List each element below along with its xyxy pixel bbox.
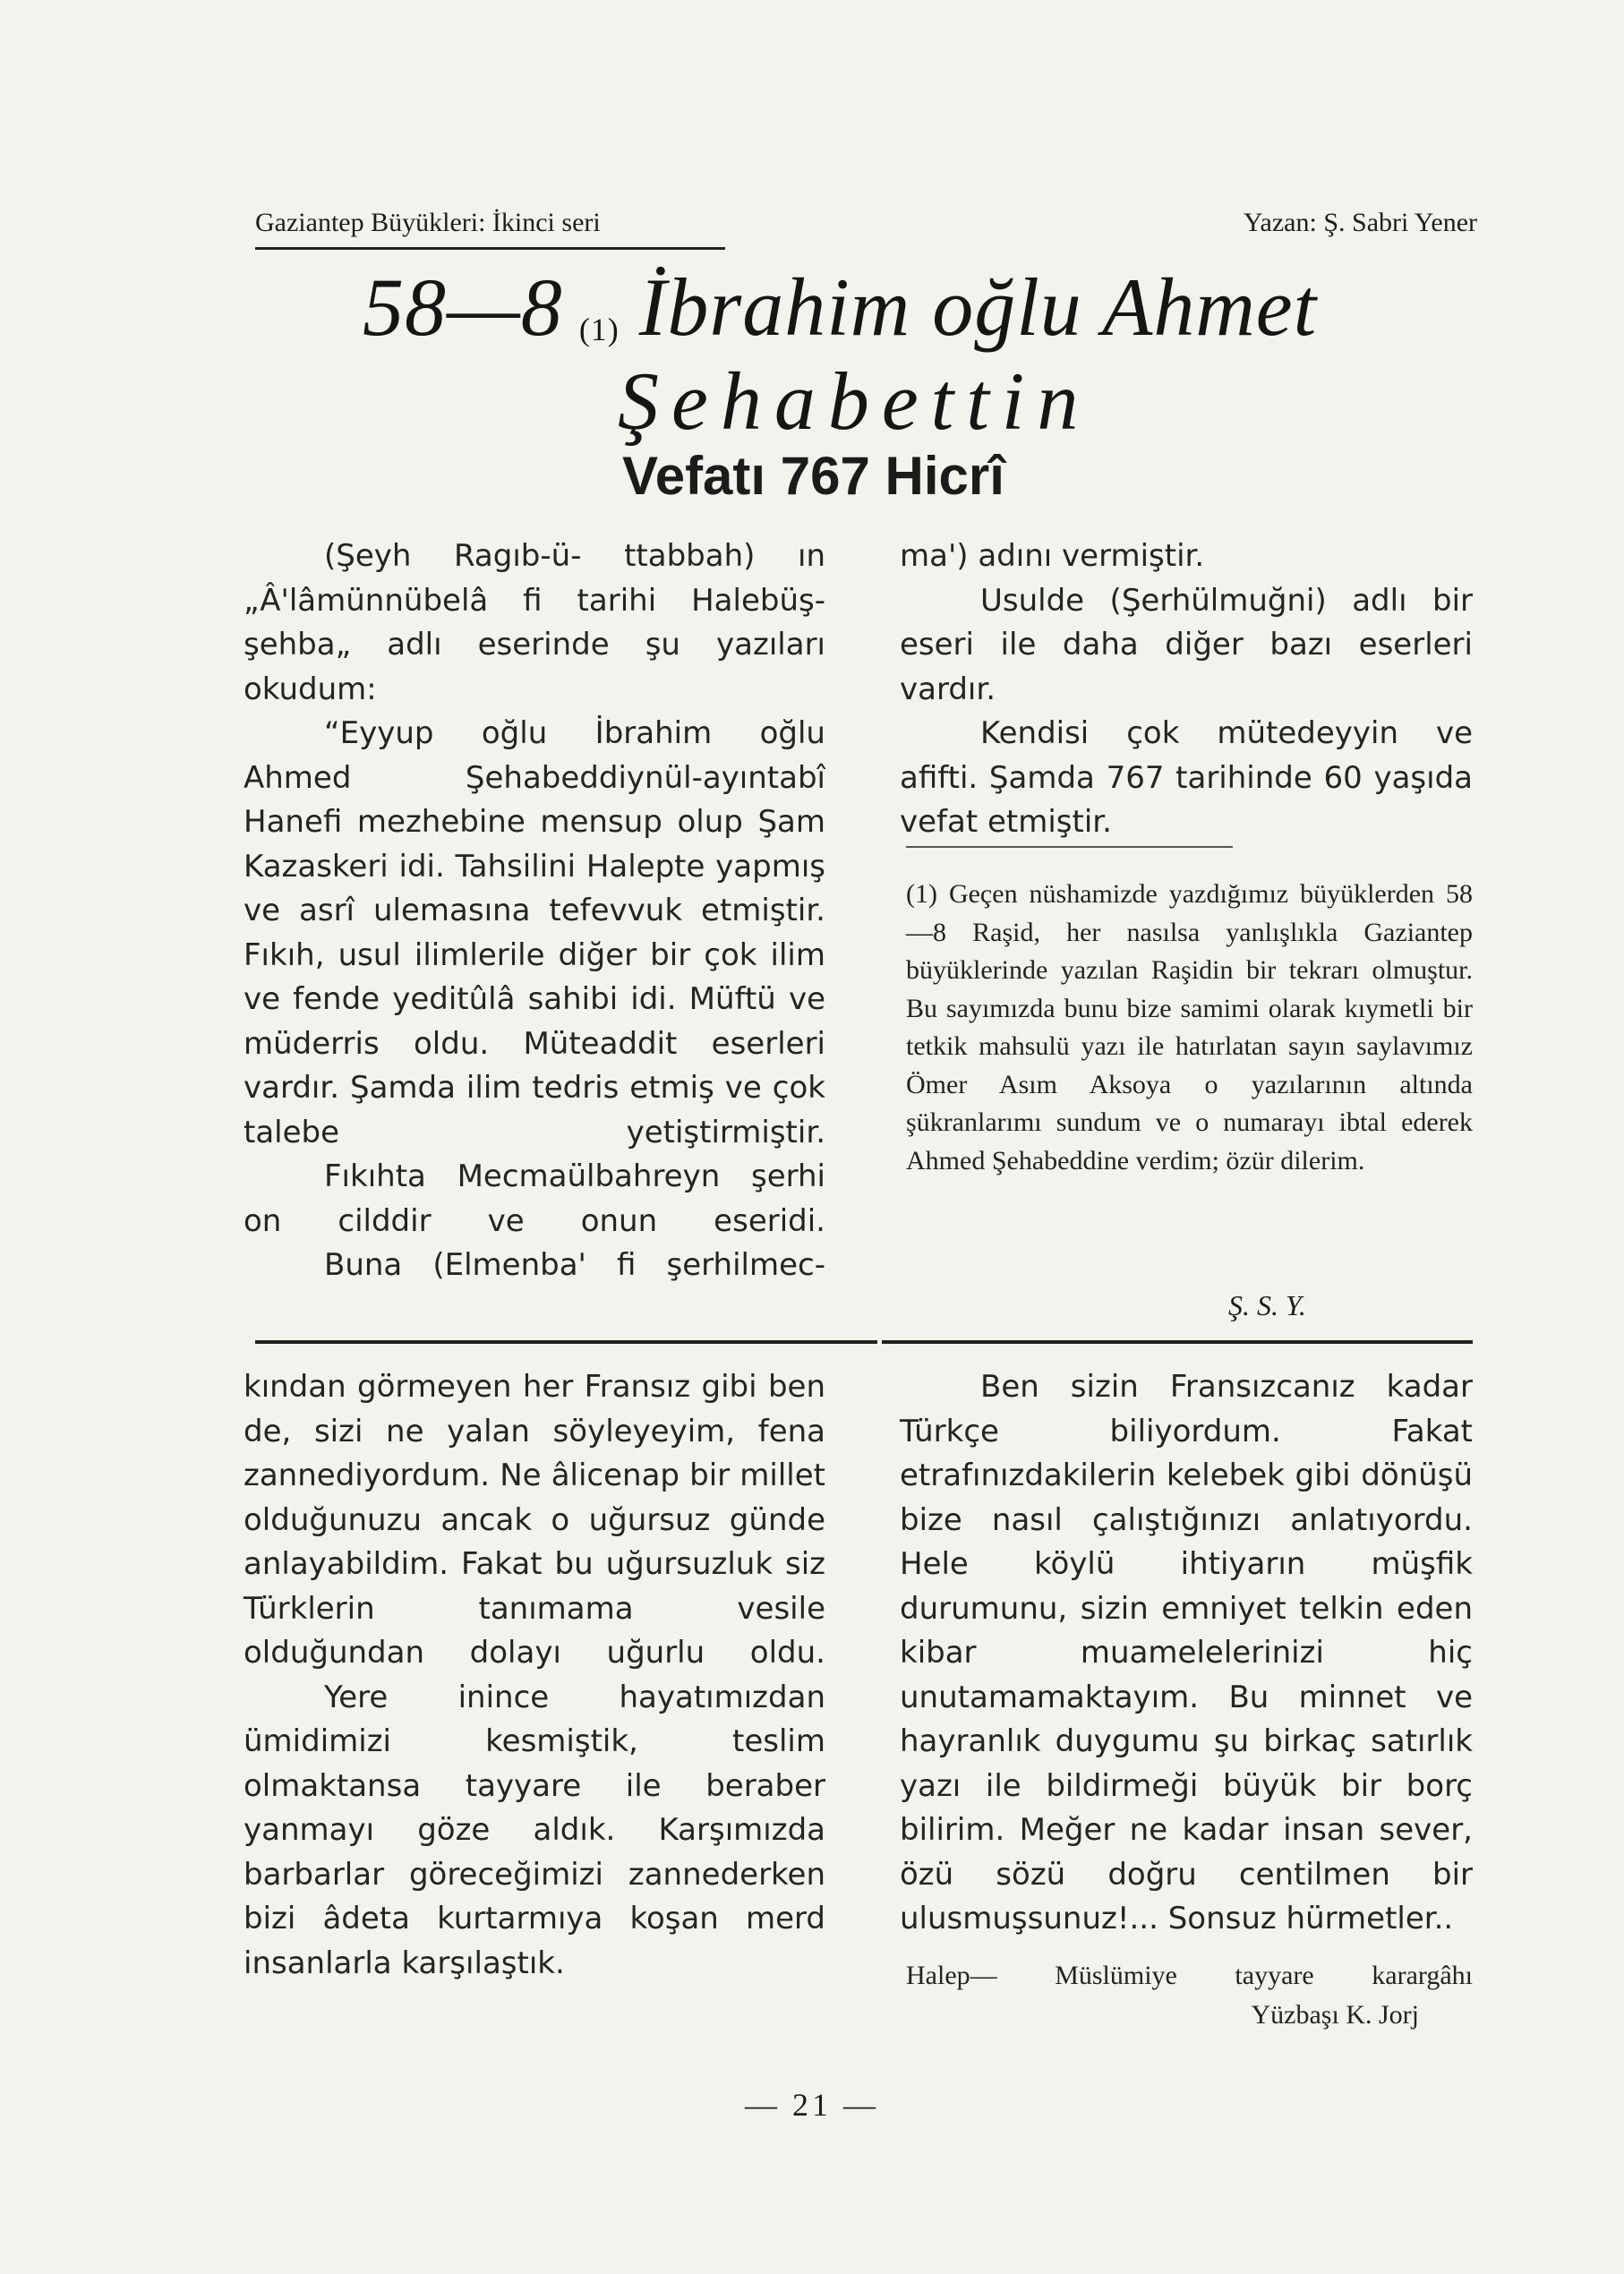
article-paragraph: Usulde (Şerhülmuğni) adlı bir eseri ile daha diğer bazı eserleri vardır.	[900, 582, 1473, 707]
article-column-right	[900, 534, 1473, 845]
entry-number: 58—8	[363, 261, 563, 353]
series-title: Gaziantep Büyükleri: İkinci seri	[255, 208, 601, 237]
footnote-signature: Ş. S. Y.	[1228, 1289, 1306, 1321]
letter-paragraph: Yere inince hayatımızdan ümidimizi kesmiştik, teslim olmaktansa tayyare ile beraber yanmayı göze aldık. Karşımızda barbarlar göreceğimizi zannederken bizi âdeta kurtarmıya koşan merd insanlarla karşılaştık.	[244, 1679, 825, 1981]
article-paragraph: (Şeyh Ragıb-ü- ttabbah) ın „Â'lâmünnübelâ fi tarihi Halebüş-şehba„ adlı eserinde şu yazıları okudum:	[244, 538, 825, 707]
title-line-1	[363, 260, 1317, 355]
article-paragraph: Buna (Elmenba' fi şerhilmec-	[324, 1247, 825, 1283]
article-paragraph: Fıkıhta Mecmaülbahreyn şerhi on cilddir ve onun eseridi.	[244, 1158, 825, 1239]
page-number: — 21 —	[745, 2087, 879, 2123]
footnote-mark: (1)	[578, 312, 620, 347]
title-line-2: Şehabettin	[618, 355, 1091, 447]
letter-sender: Yüzbaşı K. Jorj	[1251, 2000, 1419, 2030]
section-divider-left	[255, 1340, 877, 1344]
letter-column-right	[900, 1365, 1473, 1942]
letter-place: Halep— Müslümiye tayyare karargâhı	[906, 1961, 1473, 1990]
footnote-text: (1) Geçen nüshamizde yazdığımız büyüklerden 58—8 Raşid, her nasılsa yanlışlıkla Gaziantep büyüklerinde yazılan Raşidin bir tekrarı olmuştur. Bu sayımızda bunu bize samimi olarak kıymetli bir tetkik mahsulü yazı ile hatırlatan sayın saylavımız Ömer Asım Aksoya o yazılarının altında şükranlarımı sundum ve o numarayı ibtal ederek Ahmed Şehabeddine verdim; özür dilerim.	[906, 879, 1473, 1175]
header-rule	[255, 247, 725, 250]
section-divider-right	[882, 1340, 1473, 1344]
article-paragraph: “Eyyup oğlu İbrahim oğlu Ahmed Şehabeddiynül-ayıntabî Hanefi mezhebine mensup olup Şam Kazaskeri idi. Tahsilini Halepte yapmış ve asrî ulemasına tefevvuk etmiştir. Fıkıh, usul ilimlerile diğer bir çok ilim ve fende yeditûlâ sahibi idi. Müftü ve müderris oldu. Müteaddit eserleri vardır. Şamda ilim tedris etmiş ve çok talebe yetiştirmiştir.	[244, 715, 825, 1150]
footnote-rule	[906, 846, 1233, 848]
article-paragraph: ma') adını vermiştir.	[900, 538, 1205, 574]
page-header	[255, 208, 1477, 252]
article-paragraph: Kendisi çok mütedeyyin ve afifti. Şamda 767 tarihinde 60 yaşıda vefat etmiştir.	[900, 715, 1473, 840]
article-column-left	[244, 534, 825, 1288]
title-subtitle: Vefatı 767 Hicrî	[622, 446, 1004, 506]
letter-paragraph: Ben sizin Fransızcanız kadar Türkçe biliyordum. Fakat etrafınızdakilerin kelebek gibi dönüşü bize nasıl çalıştığınızı anlatıyordu. Hele köylü ihtiyarın müşfik durumunu, sizin emniyet telkin eden kibar muamelelerinizi hiç unutamamaktayım. Bu minnet ve hayranlık duygumu şu birkaç satırlık yazı ile bildirmeği büyük bir borç bilirim. Meğer ne kadar insan sever, özü sözü doğru centilmen bir ulusmuşsunuz!... Sonsuz hürmetler..	[900, 1369, 1473, 1936]
footnote	[906, 876, 1473, 1180]
letter-closing	[906, 1956, 1473, 2035]
author-line: Yazan: Ş. Sabri Yener	[1243, 208, 1477, 237]
letter-column-left	[244, 1365, 825, 1986]
letter-paragraph: kından görmeyen her Fransız gibi ben de, sizi ne yalan söyleyeyim, fena zannediyordum. Ne âlicenap bir millet olduğunuzu ancak o uğursuz günde anlayabildim. Fakat bu uğursuzluk siz Türklerin tanımama vesile olduğundan dolayı uğurlu oldu.	[244, 1369, 825, 1671]
title-name: İbrahim oğlu Ahmet	[638, 261, 1318, 353]
article-title	[0, 260, 1624, 528]
